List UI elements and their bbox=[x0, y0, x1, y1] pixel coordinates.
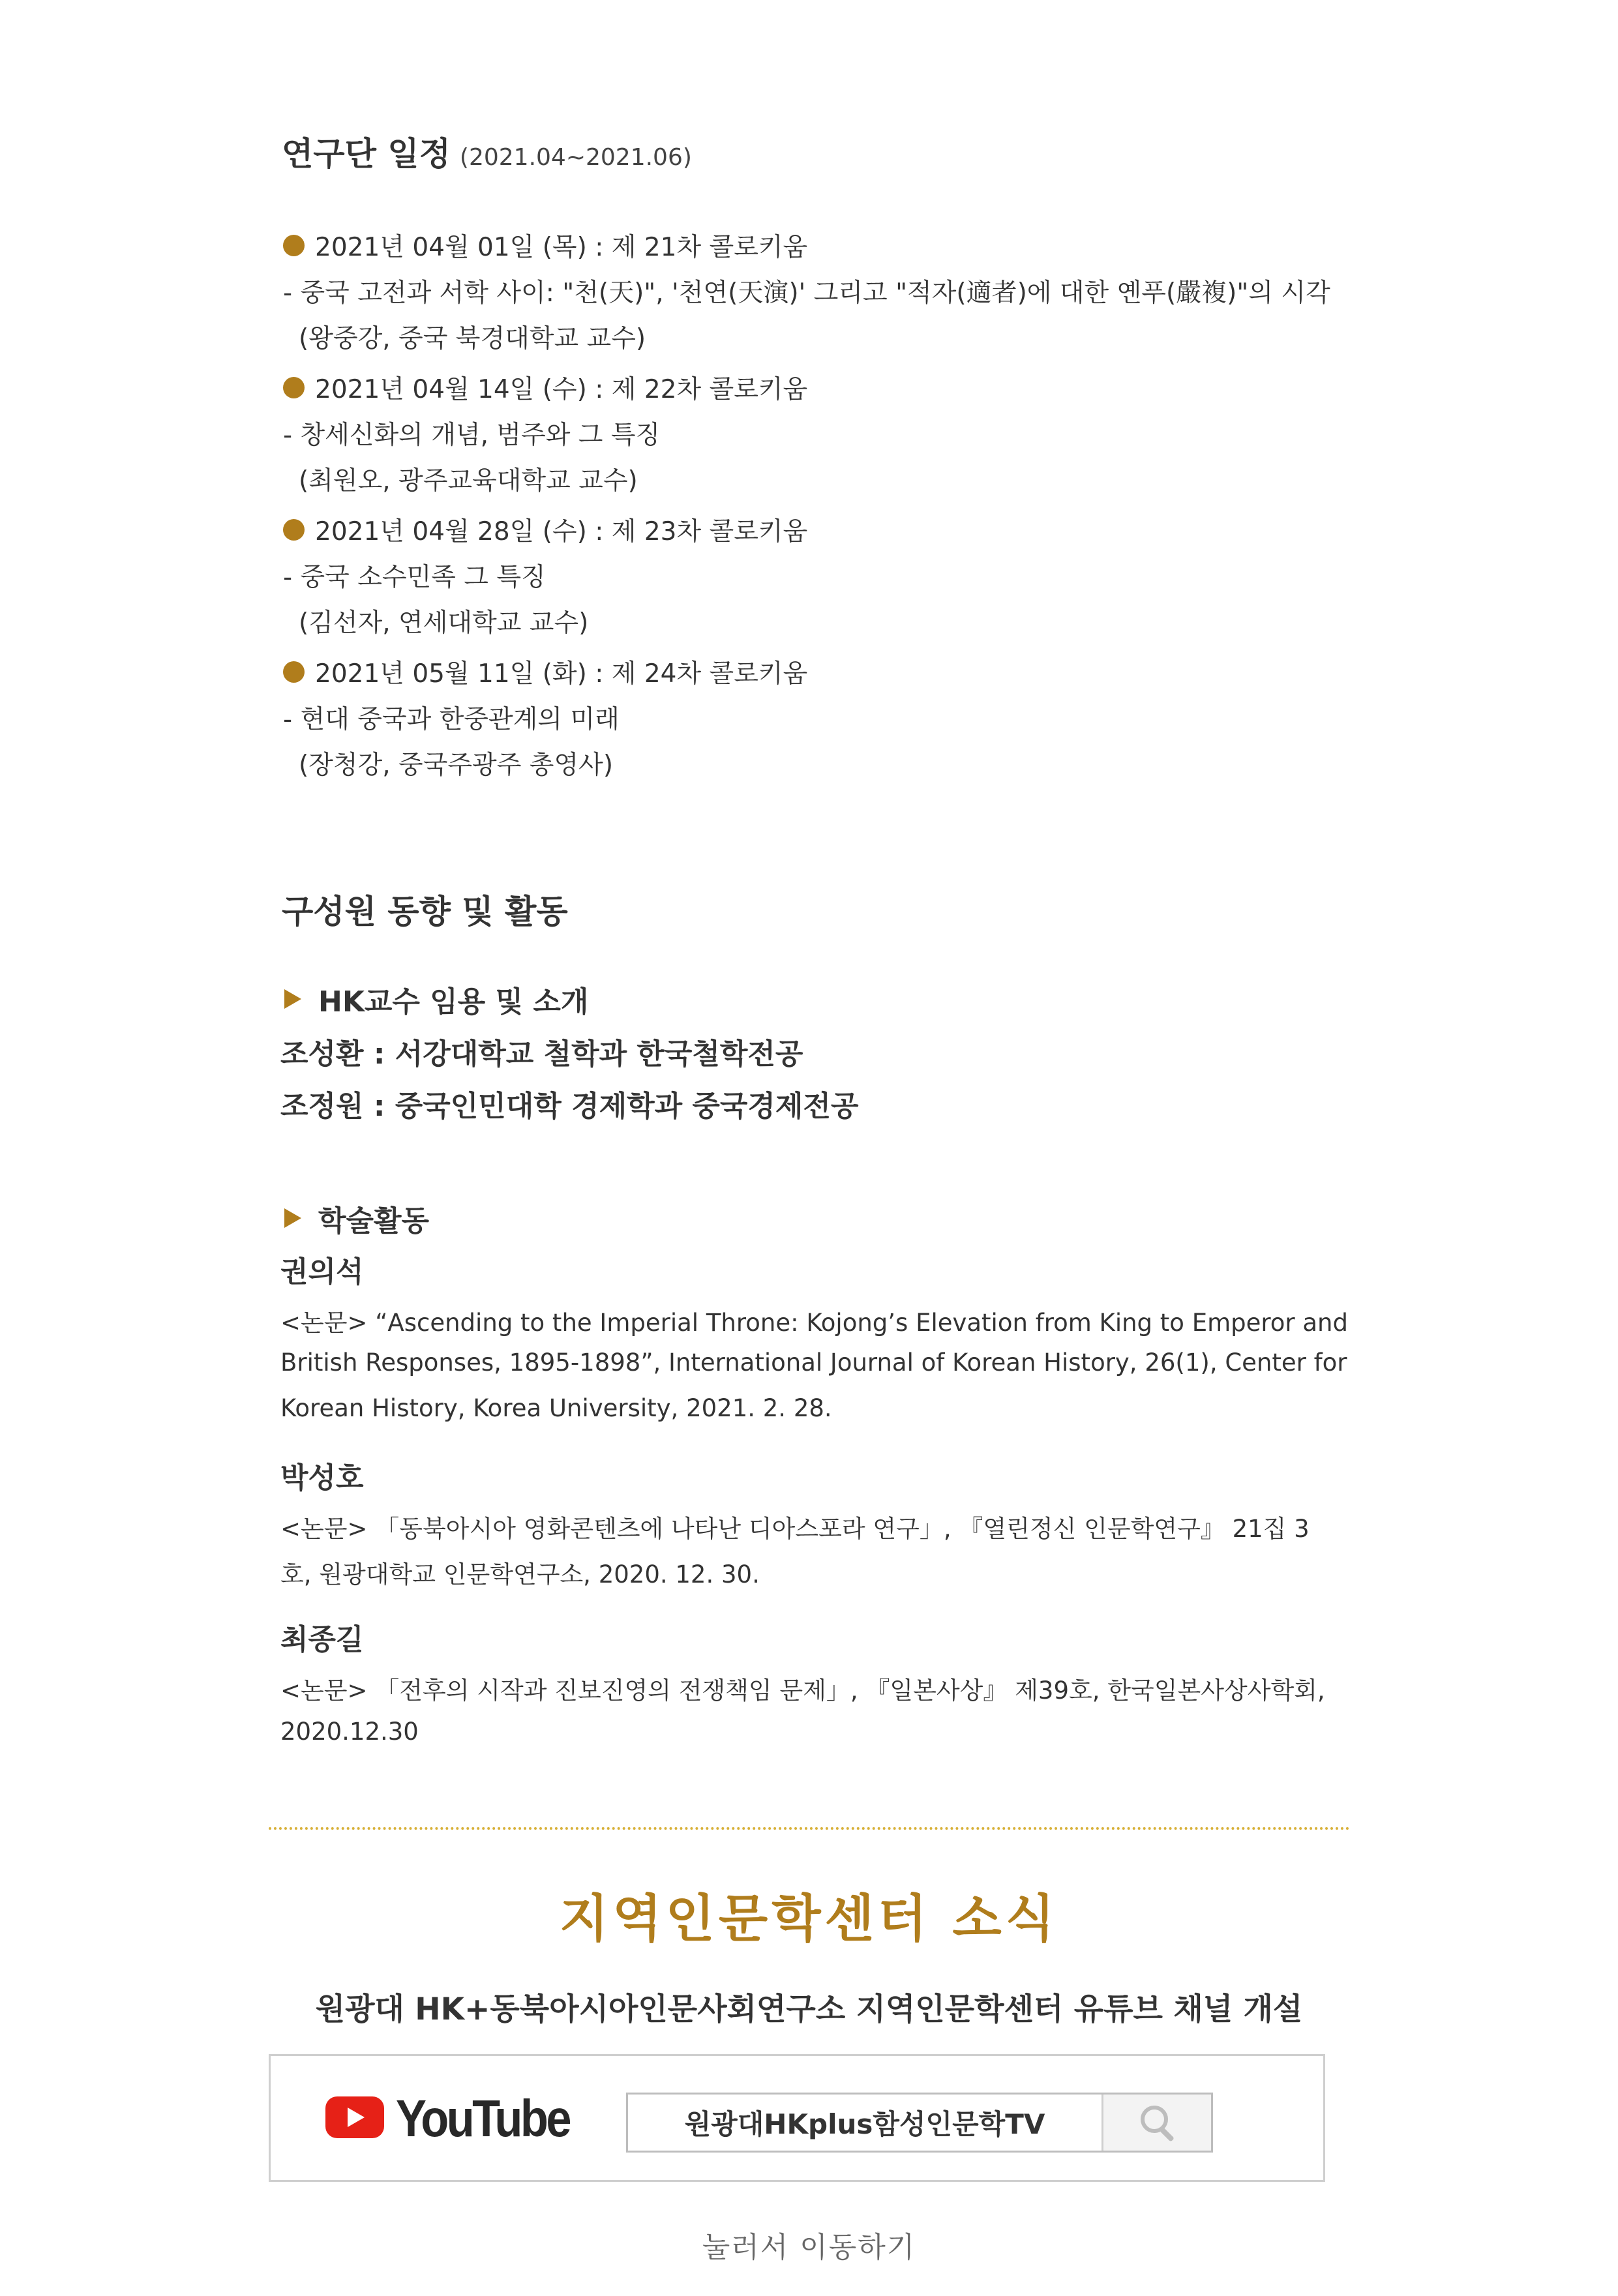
schedule-item-3-speaker: (김선자, 연세대학교 교수) bbox=[299, 608, 589, 638]
publication-line: 2020.12.30 bbox=[280, 1718, 419, 1746]
author-name-1: 권의석 bbox=[280, 1255, 364, 1289]
section-divider bbox=[269, 1827, 1350, 1830]
author-name-3: 최종길 bbox=[280, 1623, 364, 1656]
youtube-search-bar[interactable] bbox=[626, 2093, 1213, 2153]
academic-heading bbox=[284, 1197, 429, 1239]
schedule-item-3-topic: - 중국 소수민족 그 특징 bbox=[283, 563, 546, 592]
appointment-line-1: 조성환 : 서강대학교 철학과 한국철학전공 bbox=[280, 1037, 803, 1071]
appointment-heading bbox=[284, 978, 588, 1020]
publication-line: Korean History, Korea University, 2021. 2. 28. bbox=[280, 1394, 832, 1422]
publication-line: <논문> “Ascending to the Imperial Throne: Kojong’s Elevation from King to Emperor and bbox=[280, 1309, 1348, 1337]
schedule-date-text: 2021년 04월 28일 (수) : 제 23차 콜로키움 bbox=[315, 517, 808, 546]
academic-heading-text: 학술활동 bbox=[318, 1204, 430, 1238]
youtube-play-icon bbox=[325, 2096, 384, 2138]
schedule-date-text: 2021년 04월 01일 (목) : 제 21차 콜로키움 bbox=[315, 233, 808, 262]
youtube-search-input[interactable]: 원광대HKplus함성인문학TV bbox=[684, 2108, 1045, 2140]
triangle-bullet-icon bbox=[284, 989, 301, 1009]
schedule-item-1-speaker: (왕중강, 중국 북경대학교 교수) bbox=[299, 324, 646, 353]
bullet-dot-icon bbox=[283, 661, 305, 683]
schedule-item-4-topic: - 현대 중국과 한중관계의 미래 bbox=[283, 705, 620, 734]
publication-line: 호, 원광대학교 인문학연구소, 2020. 12. 30. bbox=[280, 1560, 760, 1588]
bullet-dot-icon bbox=[283, 377, 305, 398]
appointment-heading-text: HK교수 임용 및 소개 bbox=[318, 985, 589, 1019]
publication-line: British Responses, 1895-1898”, International Journal of Korean History, 26(1), Center for bbox=[280, 1349, 1347, 1377]
schedule-period: (2021.04~2021.06) bbox=[459, 144, 692, 171]
publication-line: <논문> 「전후의 시작과 진보진영의 전쟁책임 문제」, 『일본사상』 제39호, 한국일본사상사학회, bbox=[280, 1677, 1325, 1705]
youtube-announcement: 원광대 HK+동북아시아인문사회연구소 지역인문학센터 유튜브 채널 개설 bbox=[315, 1991, 1303, 2027]
youtube-channel-banner[interactable] bbox=[269, 2054, 1325, 2182]
schedule-item-2-topic: - 창세신화의 개념, 범주와 그 특징 bbox=[283, 421, 661, 450]
bullet-dot-icon bbox=[283, 519, 305, 541]
schedule-item-2-date bbox=[283, 369, 807, 406]
author-name-2: 박성호 bbox=[280, 1461, 364, 1495]
center-news-title: 지역인문학센터 소식 bbox=[559, 1890, 1059, 1948]
schedule-item-1-topic: - 중국 고전과 서학 사이: "천(天)", '천연(天演)' 그리고 "적자(適者)에 대한 옌푸(嚴複)"의 시각 bbox=[283, 278, 1330, 308]
members-title: 구성원 동향 및 활동 bbox=[282, 893, 568, 931]
schedule-heading bbox=[282, 128, 692, 175]
schedule-item-4-speaker: (장청강, 중국주광주 총영사) bbox=[299, 751, 614, 780]
triangle-bullet-icon bbox=[284, 1208, 301, 1228]
magnifier-icon bbox=[1139, 2104, 1176, 2141]
publication-line: <논문> 「동북아시아 영화콘텐츠에 나타난 디아스포라 연구」, 『열린정신 인문학연구』 21집 3 bbox=[280, 1515, 1310, 1543]
youtube-wordmark: YouTube bbox=[396, 2089, 570, 2147]
schedule-item-4-date bbox=[283, 653, 807, 690]
go-to-channel-link[interactable]: 눌러서 이동하기 bbox=[702, 2231, 916, 2264]
appointment-line-2: 조정원 : 중국인민대학 경제학과 중국경제전공 bbox=[280, 1090, 859, 1123]
schedule-title: 연구단 일정 bbox=[282, 135, 451, 173]
schedule-date-text: 2021년 04월 14일 (수) : 제 22차 콜로키움 bbox=[315, 375, 808, 404]
bullet-dot-icon bbox=[283, 235, 305, 256]
schedule-item-2-speaker: (최원오, 광주교육대학교 교수) bbox=[299, 466, 638, 496]
youtube-search-button[interactable] bbox=[1101, 2095, 1211, 2151]
schedule-item-3-date bbox=[283, 511, 807, 548]
schedule-item-1-date bbox=[283, 227, 807, 263]
schedule-date-text: 2021년 05월 11일 (화) : 제 24차 콜로키움 bbox=[315, 659, 808, 689]
